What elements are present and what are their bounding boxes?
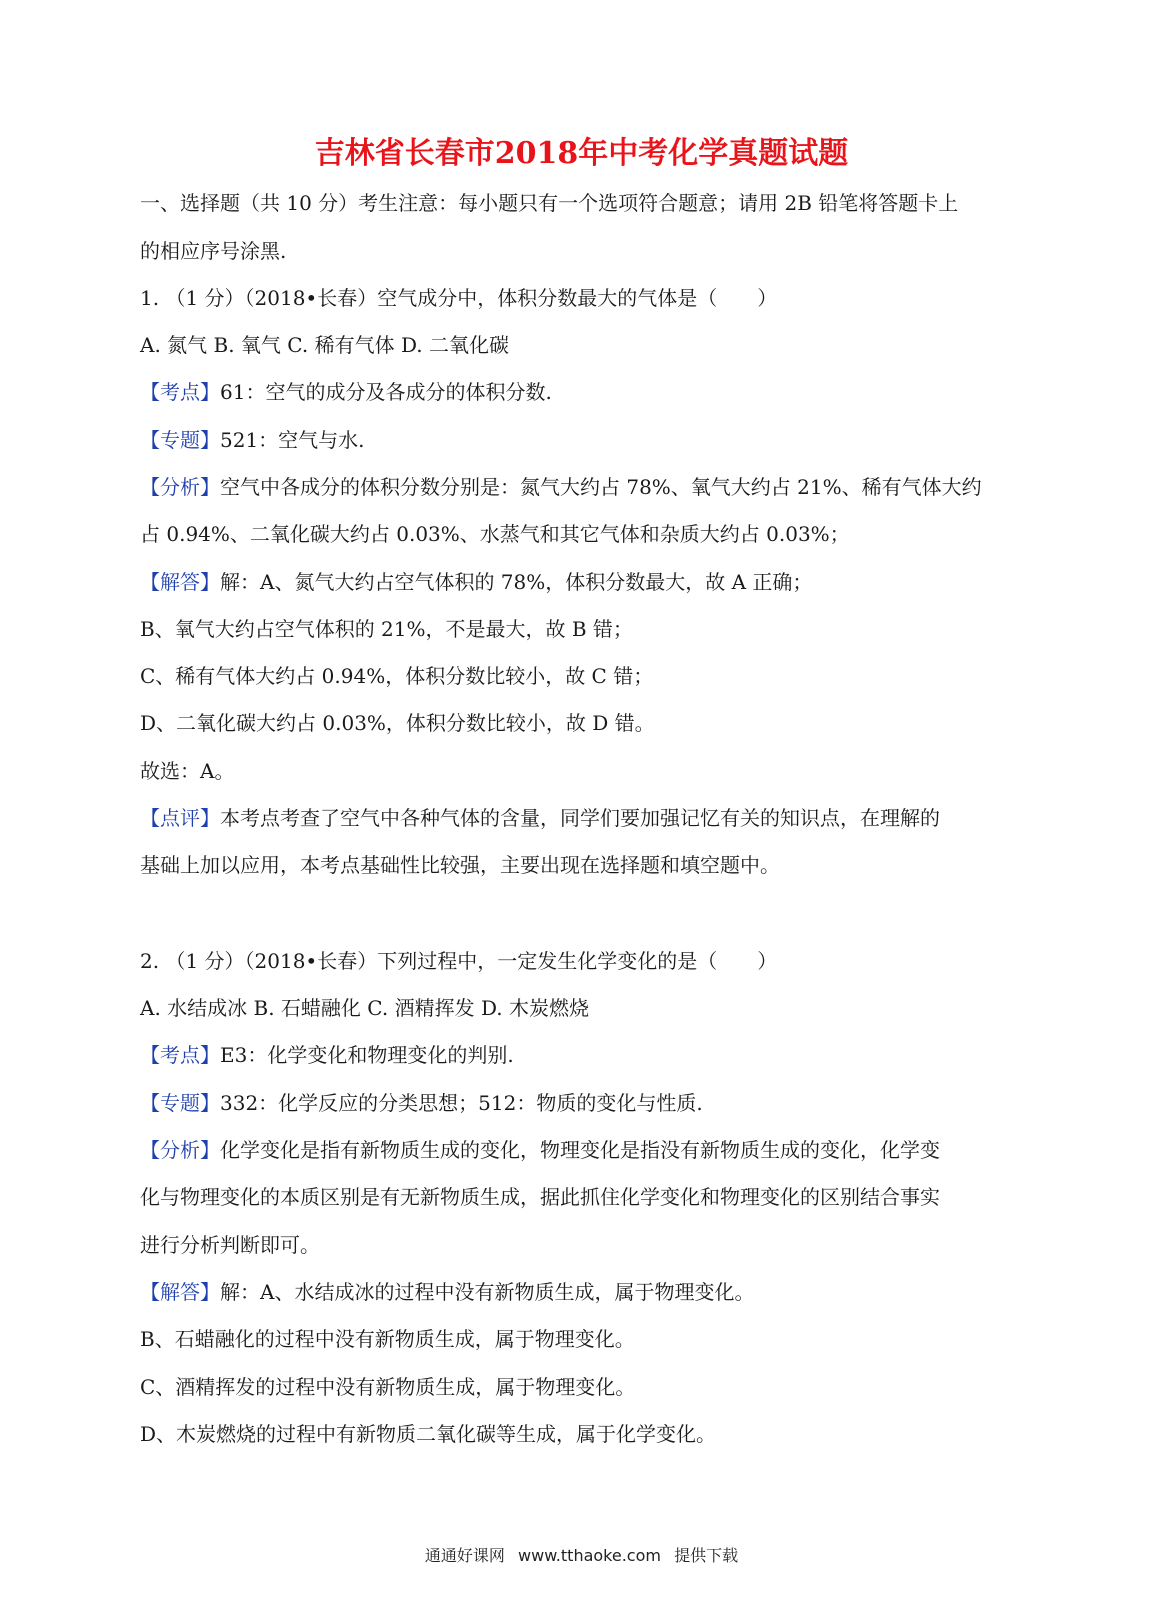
- fenxi-tag: 【分析】: [140, 1138, 220, 1162]
- jieda-tag: 【解答】: [140, 1280, 220, 1304]
- q1-options: A. 氮气 B. 氧气 C. 稀有气体 D. 二氧化碳: [140, 333, 509, 357]
- q2-fenxi-text-1: 化学变化是指有新物质生成的变化，物理变化是指没有新物质生成的变化，化学变: [220, 1138, 940, 1162]
- footer-tagline: 提供下载: [674, 1546, 739, 1565]
- q2-fenxi-line-2: 化与物理变化的本质区别是有无新物质生成，据此抓住化学变化和物理变化的区别结合事实: [140, 1185, 940, 1209]
- q1-fenxi-text-1: 空气中各成分的体积分数分别是：氮气大约占 78%、氧气大约占 21%、稀有气体大约: [220, 475, 982, 499]
- q2-jieda-line-3: C、酒精挥发的过程中没有新物质生成，属于物理变化。: [140, 1375, 636, 1399]
- q2-zhuanti-text: 332：化学反应的分类思想；512：物质的变化与性质.: [220, 1091, 703, 1115]
- dianping-tag: 【点评】: [140, 806, 220, 830]
- q1-stem: 1. （1 分）（2018•长春）空气成分中，体积分数最大的气体是（ ）: [140, 286, 778, 310]
- zhuanti-tag: 【专题】: [140, 428, 220, 452]
- kaodian-tag: 【考点】: [140, 1043, 220, 1067]
- q1-jieda-line-2: B、氧气大约占空气体积的 21%，不是最大，故 B 错；: [140, 617, 633, 641]
- q1-dianping-text-1: 本考点考查了空气中各种气体的含量，同学们要加强记忆有关的知识点，在理解的: [220, 806, 940, 830]
- q2-jieda-text-1: 解：A、水结成冰的过程中没有新物质生成，属于物理变化。: [220, 1280, 755, 1304]
- q2-jieda-line-2: B、石蜡融化的过程中没有新物质生成，属于物理变化。: [140, 1327, 635, 1351]
- q2-options: A. 水结成冰 B. 石蜡融化 C. 酒精挥发 D. 木炭燃烧: [140, 996, 589, 1020]
- q2-zhuanti: [140, 1089, 1020, 1117]
- footer-site-name: 通通好课网: [424, 1546, 505, 1565]
- q2-fenxi-line-3: 进行分析判断即可。: [140, 1233, 320, 1257]
- q1-fenxi-line-2: 占 0.94%、二氧化碳大约占 0.03%、水蒸气和其它气体和杂质大约占 0.03%；: [140, 522, 850, 546]
- q1-kaodian-text: 61：空气的成分及各成分的体积分数.: [220, 380, 552, 404]
- q1-kaodian: [140, 378, 1020, 406]
- zhuanti-tag: 【专题】: [140, 1091, 220, 1115]
- q2-jieda-line-1: [140, 1278, 1020, 1306]
- footer-url[interactable]: www.tthaoke.com: [518, 1546, 661, 1565]
- section-heading-line-2: 的相应序号涂黑.: [140, 239, 287, 263]
- q1-jieda-line-5: 故选：A。: [140, 759, 235, 783]
- jieda-tag: 【解答】: [140, 570, 220, 594]
- section-heading-line-1: 一、选择题（共 10 分）考生注意：每小题只有一个选项符合题意；请用 2B 铅笔将答题卡上: [140, 191, 959, 215]
- q2-fenxi-line-1: [140, 1136, 1020, 1164]
- q1-jieda-text-1: 解：A、氮气大约占空气体积的 78%，体积分数最大，故 A 正确；: [220, 570, 813, 594]
- q1-jieda-line-4: D、二氧化碳大约占 0.03%，体积分数比较小，故 D 错。: [140, 711, 655, 735]
- q1-jieda-line-3: C、稀有气体大约占 0.94%，体积分数比较小，故 C 错；: [140, 664, 654, 688]
- q1-zhuanti-text: 521：空气与水.: [220, 428, 365, 452]
- page-footer: [0, 1543, 1163, 1566]
- page-title: 吉林省长春市2018年中考化学真题试题: [314, 136, 849, 171]
- q1-fenxi-line-1: [140, 473, 1020, 501]
- fenxi-tag: 【分析】: [140, 475, 220, 499]
- q2-kaodian-text: E3：化学变化和物理变化的判别.: [220, 1043, 514, 1067]
- q1-jieda-line-1: [140, 568, 1020, 596]
- q2-jieda-line-4: D、木炭燃烧的过程中有新物质二氧化碳等生成，属于化学变化。: [140, 1422, 717, 1446]
- q1-zhuanti: [140, 426, 1020, 454]
- q1-dianping-line-2: 基础上加以应用，本考点基础性比较强，主要出现在选择题和填空题中。: [140, 853, 780, 877]
- q2-kaodian: [140, 1041, 1020, 1069]
- kaodian-tag: 【考点】: [140, 380, 220, 404]
- q2-stem: 2. （1 分）（2018•长春）下列过程中，一定发生化学变化的是（ ）: [140, 949, 778, 973]
- q1-dianping-line-1: [140, 804, 1020, 832]
